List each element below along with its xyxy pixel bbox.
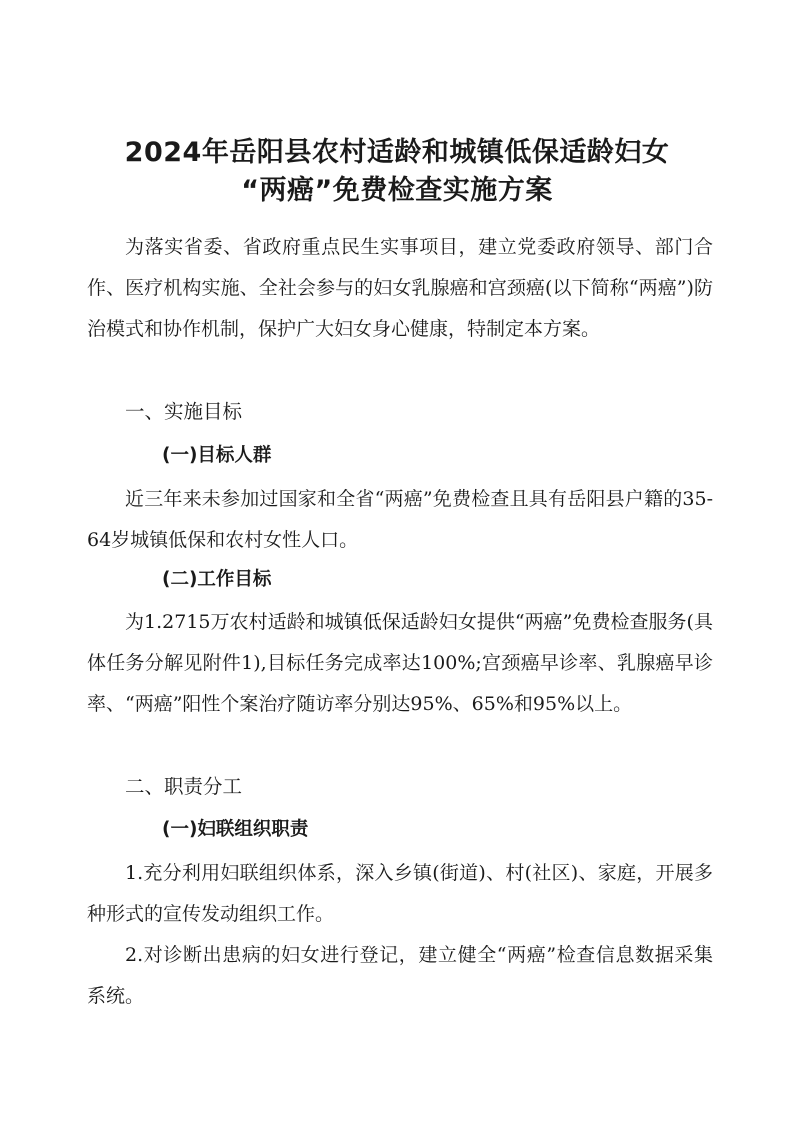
document-title-line2: “两癌”免费检查实施方案 <box>241 175 553 206</box>
section-2-heading: 二、职责分工 <box>125 775 243 798</box>
section-1-sub2-heading: (二)工作目标 <box>162 569 272 590</box>
section-2-sub1-heading: (一)妇联组织职责 <box>162 819 309 840</box>
section-1-sub1-paragraph: 近三年来未参加过国家和全省“两癌”免费检查且具有岳阳县户籍的35-64岁城镇低保和农村女性人口。 <box>87 488 713 551</box>
section-1-sub1-heading: (一)目标人群 <box>162 445 272 466</box>
document-title-line1: 2024年岳阳县农村适龄和城镇低保适龄妇女 <box>124 137 670 168</box>
section-1-sub2-paragraph: 为1.2715万农村适龄和城镇低保适龄妇女提供“两癌”免费检查服务(具体任务分解见附件1),目标任务完成率达100%;宫颈癌早诊率、乳腺癌早诊率、“两癌”阳性个案治疗随访率分别达95%、65%和95%以上。 <box>87 611 713 715</box>
section-1-heading: 一、实施目标 <box>125 400 243 423</box>
section-2-item-1: 1.充分利用妇联组织体系，深入乡镇(街道)、村(社区)、家庭，开展多种形式的宣传发动组织工作。 <box>87 862 713 925</box>
section-2-item-2: 2.对诊断出患病的妇女进行登记，建立健全“两癌”检查信息数据采集系统。 <box>87 944 713 1007</box>
intro-paragraph: 为落实省委、省政府重点民生实事项目，建立党委政府领导、部门合作、医疗机构实施、全社会参与的妇女乳腺癌和宫颈癌(以下简称“两癌”)防治模式和协作机制，保护广大妇女身心健康，特制定本方案。 <box>87 236 713 340</box>
